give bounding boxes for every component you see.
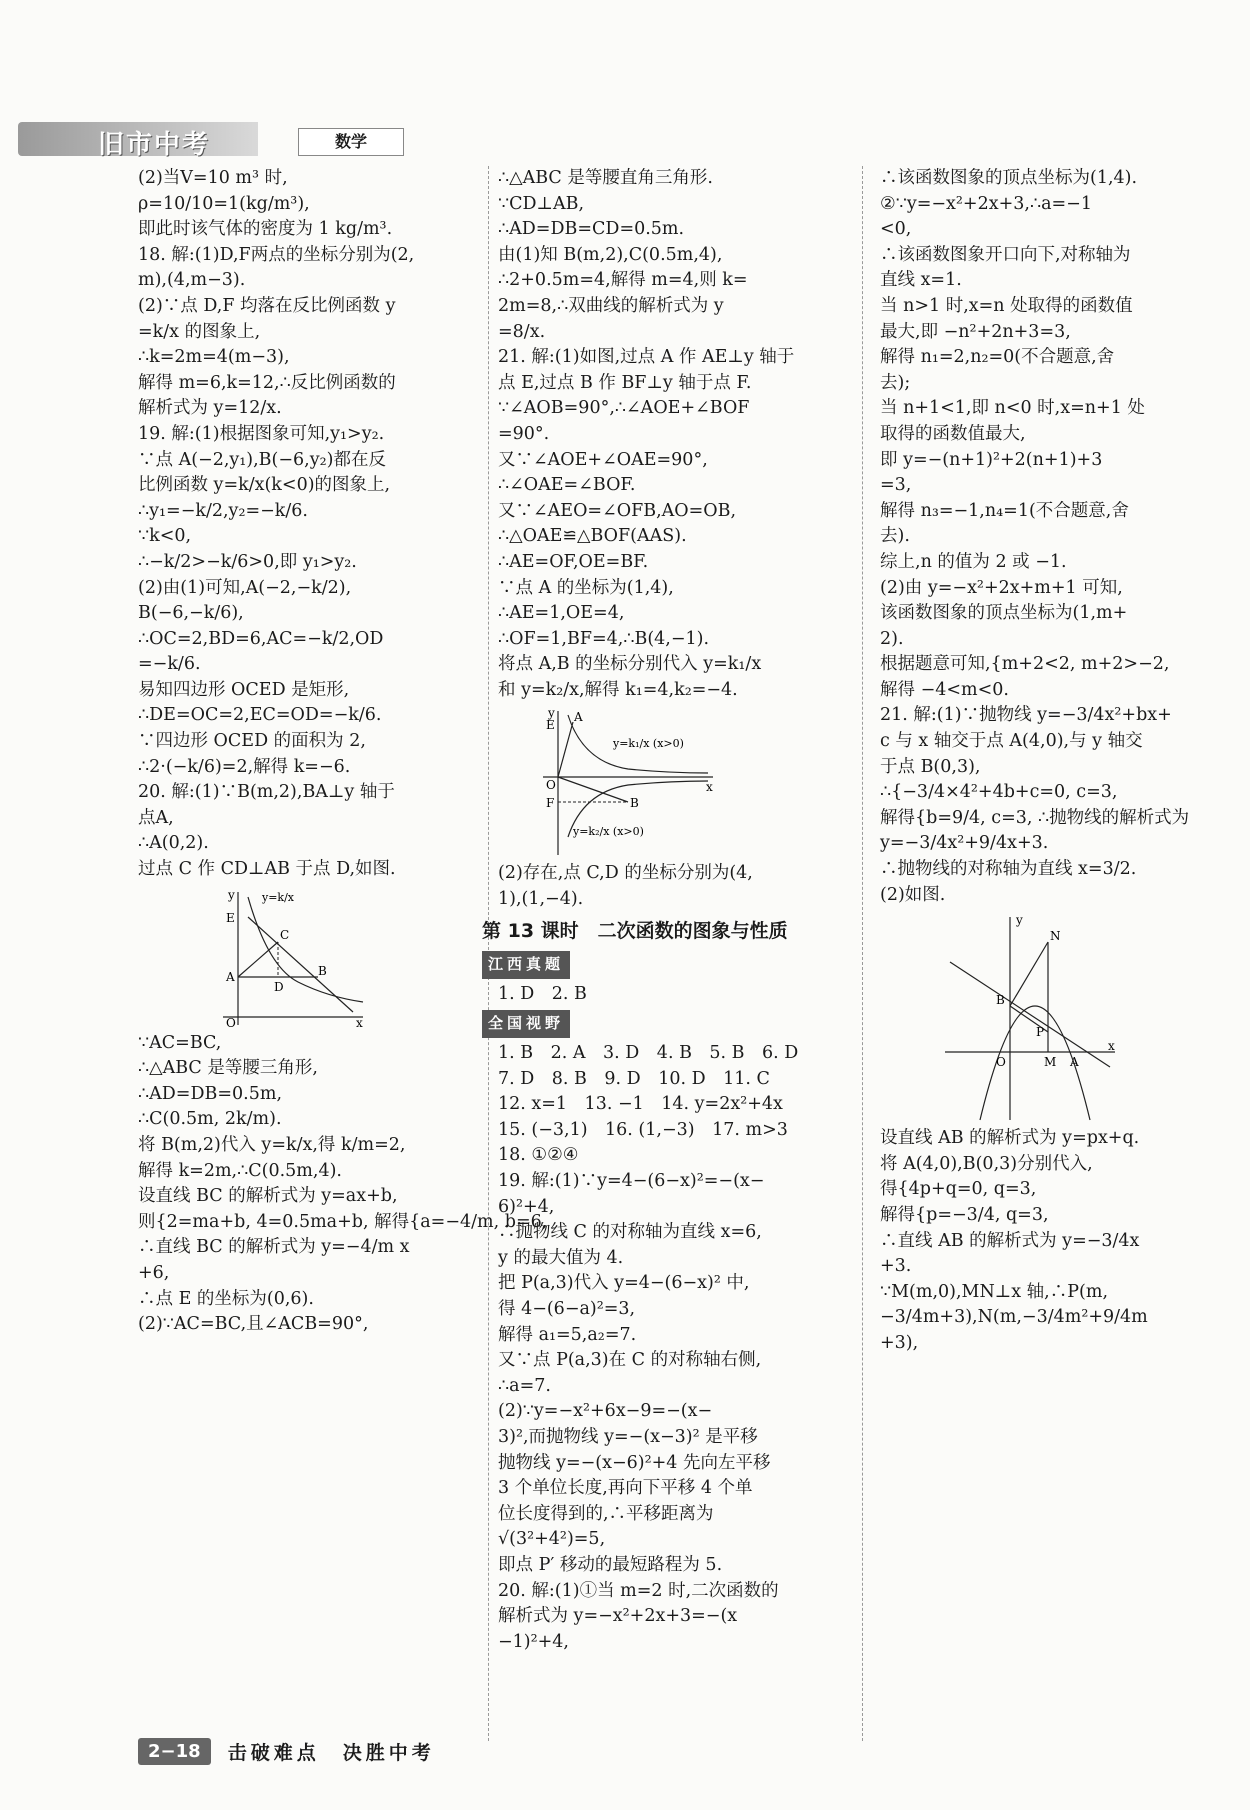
text-line: 又∵∠AOE+∠OAE=90°, (498, 449, 708, 470)
text-line: 于点 B(0,3), (880, 756, 981, 777)
text-line: 将 B(m,2)代入 y=k/x,得 k/m=2, (138, 1135, 406, 1155)
text-line: 该函数图象的顶点坐标为(1,m+ (880, 603, 1128, 624)
text-line: 抛物线 y=−(x−6)²+4 先向左平移 (498, 1452, 771, 1473)
text-line: 2m=8,∴双曲线的解析式为 y (498, 295, 724, 316)
text-line: ∴AD=DB=CD=0.5m. (498, 219, 685, 240)
axis-x-label: x (356, 1015, 363, 1027)
origin-label: O (546, 778, 556, 793)
text-line: 将点 A,B 的坐标分别代入 y=k₁/x (498, 654, 762, 675)
text-line: ∴A(0,2). (138, 833, 209, 854)
text-line: 去); (880, 372, 911, 393)
text-line: =8/x. (498, 321, 546, 342)
text-line: 解得 a₁=5,a₂=7. (498, 1324, 637, 1345)
text-line: 即 y=−(n+1)²+2(n+1)+3 (880, 449, 1103, 470)
text-line: ∴y₁=−k/2,y₂=−k/6. (138, 500, 308, 521)
text-line: 得{4p+q=0, q=3, (880, 1179, 1037, 1200)
text-line: (2)存在,点 C,D 的坐标分别为(4, (498, 863, 753, 884)
text-line: +6, (138, 1262, 170, 1283)
text-line: 直线 x=1. (880, 270, 962, 291)
text-line: ∴△ABC 是等腰直角三角形. (498, 168, 713, 188)
text-line: ρ=10/10=1(kg/m³), (138, 193, 310, 214)
text-line: (2)∵点 D,F 均落在反比例函数 y (138, 295, 396, 316)
brand-logo: 旧市中考 (98, 130, 211, 160)
figure-q20 (198, 887, 368, 1027)
tag-jiangxi: 江西真题 (482, 951, 570, 979)
text-line: 2). (880, 628, 904, 649)
text-line: 当 n+1<1,即 n<0 时,x=n+1 处 (880, 398, 1145, 419)
origin-label: O (996, 1055, 1006, 1070)
text-line: 解析式为 y=−x²+2x+3=−(x (498, 1606, 738, 1627)
text-line: ∴2·(−k/6)=2,解得 k=−6. (138, 756, 351, 777)
text-line: ∴k=2m=4(m−3), (138, 347, 290, 368)
text-line: 12. x=1 13. −1 14. y=2x²+4x (498, 1094, 783, 1115)
text-line: ②∵y=−x²+2x+3,∴a=−1 (880, 193, 1092, 214)
text-line: 又∵∠AEO=∠OFB,AO=OB, (498, 500, 737, 521)
column-2 (482, 166, 838, 1655)
subject-label: 数学 (298, 128, 404, 156)
figure-q21 (538, 707, 718, 857)
text-line: ∴△ABC 是等腰三角形, (138, 1058, 318, 1079)
text-line: 综上,n 的值为 2 或 −1. (880, 551, 1067, 572)
curve-k2-label: y=k₂/x (x>0) (573, 825, 644, 839)
text-line: 1. B 2. A 3. D 4. B 5. B 6. D (498, 1043, 799, 1064)
column-3-text (880, 166, 1220, 908)
q19-solution (498, 1169, 838, 1655)
curve-label: y=k/x (262, 890, 295, 904)
text-line: 解得 n₃=−1,n₄=1(不合题意,舍 (880, 500, 1129, 521)
text-line: 解得{b=9/4, c=3, ∴抛物线的解析式为 (880, 807, 1190, 828)
text-line: 解得 n₁=2,n₂=0(不合题意,舍 (880, 347, 1115, 368)
lesson-title: 第 13 课时 二次函数的图象与性质 (482, 919, 788, 942)
text-line: 解得{p=−3/4, q=3, (880, 1205, 1049, 1225)
point-d-label: D (274, 979, 284, 994)
text-line: 20. 解:(1)①当 m=2 时,二次函数的 (498, 1580, 779, 1601)
text-line: (2)∵y=−x²+6x−9=−(x− (498, 1401, 713, 1422)
text-line: ∵∠AOB=90°,∴∠AOE+∠BOF (498, 398, 750, 419)
text-line: 根据题意可知,{m+2<2, m+2>−2, (880, 654, 1170, 675)
text-line: =3, (880, 475, 912, 496)
text-line: ∴AE=1,OE=4, (498, 603, 625, 624)
text-line: 6)²+4, (498, 1196, 555, 1217)
text-line: 比例函数 y=k/x(k<0)的图象上, (138, 475, 391, 496)
text-line: (2)由 y=−x²+2x+m+1 可知, (880, 577, 1123, 598)
point-c-label: C (280, 927, 290, 942)
point-a-label: A (226, 969, 235, 984)
text-line: 和 y=k₂/x,解得 k₁=4,k₂=−4. (498, 679, 738, 700)
text-line: ∴抛物线的对称轴为直线 x=3/2. (880, 859, 1137, 880)
text-line: ∴点 E 的坐标为(0,6). (138, 1288, 314, 1309)
text-line: ∴OF=1,BF=4,∴B(4,−1). (498, 628, 710, 649)
text-line: c 与 x 轴交于点 A(4,0),与 y 轴交 (880, 731, 1143, 752)
text-line: 位长度得到的,∴平移距离为 (498, 1503, 714, 1524)
tag1-answers: 1. D 2. B (498, 983, 587, 1004)
point-p-label: P (1036, 1025, 1045, 1040)
footer-slogan: 击破难点 决胜中考 (227, 1742, 435, 1764)
column-2-text-b (498, 861, 838, 912)
text-line: 则{2=ma+b, 4=0.5ma+b, 解得{a=−4/m, b=6, (138, 1211, 548, 1232)
text-line: m),(4,m−3). (138, 270, 246, 291)
text-line: 去). (880, 526, 910, 547)
text-line: ∴∠OAE=∠BOF. (498, 475, 636, 496)
text-line: <0, (880, 219, 912, 240)
text-line: (2)如图. (880, 884, 946, 905)
text-line: 把 P(a,3)代入 y=4−(6−x)² 中, (498, 1273, 750, 1294)
text-line: 当 n>1 时,x=n 处取得的函数值 (880, 295, 1133, 316)
column-3-text-b (880, 1126, 1220, 1356)
column-2-text (498, 166, 838, 703)
text-line: 取得的函数值最大, (880, 423, 1026, 444)
text-line: ∵点 A 的坐标为(1,4), (498, 577, 674, 598)
page-number: 2−18 (138, 1738, 211, 1765)
text-line: 7. D 8. B 9. D 10. D 11. C (498, 1068, 770, 1089)
point-e-label: E (226, 910, 235, 925)
text-line: 1),(1,−4). (498, 889, 584, 910)
text-line: 18. 解:(1)D,F两点的坐标分别为(2, (138, 244, 415, 265)
point-b-label: B (318, 963, 327, 978)
text-line: 又∵点 P(a,3)在 C 的对称轴右侧, (498, 1350, 762, 1371)
text-line: 点A, (138, 807, 174, 828)
text-line: (2)当V=10 m³ 时, (138, 168, 288, 188)
column-1-text (138, 166, 473, 883)
text-line: 19. 解:(1)∵y=4−(6−x)²=−(x− (498, 1171, 765, 1191)
text-line: 3 个单位长度,再向下平移 4 个单 (498, 1478, 753, 1499)
text-line: B(−6,−k/6), (138, 603, 244, 624)
text-line: ∵k<0, (138, 526, 192, 547)
text-line: 将 A(4,0),B(0,3)分别代入, (880, 1153, 1093, 1174)
point-e-label: E (546, 718, 555, 733)
text-line: y=−3/4x²+9/4x+3. (880, 833, 1049, 854)
page-header (18, 118, 398, 160)
curve-k1-label: y=k₁/x (x>0) (613, 737, 684, 751)
text-line: 20. 解:(1)∵B(m,2),BA⊥y 轴于 (138, 782, 395, 803)
axis-y-label: y (228, 887, 235, 902)
column-3 (880, 166, 1220, 1357)
text-line: 3)²,而抛物线 y=−(x−3)² 是平移 (498, 1426, 758, 1447)
text-line: ∴该函数图象的顶点坐标为(1,4). (880, 168, 1138, 188)
point-f-label: F (546, 796, 555, 811)
text-line: +3. (880, 1256, 912, 1277)
axis-y-label: y (1016, 913, 1023, 928)
column-divider (862, 166, 863, 1741)
axis-x-label: x (706, 780, 713, 795)
page-footer (138, 1738, 435, 1772)
answer-list (498, 1041, 838, 1169)
text-line: −3/4m+3),N(m,−3/4m²+9/4m (880, 1307, 1148, 1328)
text-line: 点 E,过点 B 作 BF⊥y 轴于点 F. (498, 372, 752, 393)
text-line: 19. 解:(1)根据图象可知,y₁>y₂. (138, 423, 385, 444)
text-line: ∵AC=BC, (138, 1032, 222, 1053)
text-line: ∴AD=DB=0.5m, (138, 1083, 283, 1104)
text-line: 21. 解:(1)∵抛物线 y=−3/4x²+bx+ (880, 705, 1172, 726)
text-line: ∴该函数图象开口向下,对称轴为 (880, 244, 1131, 265)
text-line: 15. (−3,1) 16. (1,−3) 17. m>3 (498, 1119, 788, 1140)
text-line: ∵M(m,0),MN⊥x 轴,∴P(m, (880, 1281, 1109, 1302)
text-line: ∴C(0.5m, 2k/m). (138, 1109, 282, 1130)
text-line: ∵点 A(−2,y₁),B(−6,y₂)都在反 (138, 449, 386, 470)
text-line: ∴直线 BC 的解析式为 y=−4/m x (138, 1237, 410, 1258)
point-b-label: B (630, 796, 639, 811)
text-line: =90°. (498, 423, 550, 444)
text-line: (2)由(1)可知,A(−2,−k/2), (138, 577, 352, 598)
text-line: 18. ①②④ (498, 1145, 579, 1166)
text-line: √(3²+4²)=5, (498, 1529, 606, 1550)
text-line: 得 4−(6−a)²=3, (498, 1298, 636, 1319)
text-line: 最大,即 −n²+2n+3=3, (880, 321, 1071, 342)
axis-y-label: y (548, 707, 555, 721)
text-line: ∴直线 AB 的解析式为 y=−3/4x (880, 1230, 1140, 1251)
point-m-label: M (1044, 1055, 1057, 1070)
text-line: ∴{−3/4×4²+4b+c=0, c=3, (880, 782, 1118, 803)
text-line: 过点 C 作 CD⊥AB 于点 D,如图. (138, 859, 396, 880)
text-line: ∴a=7. (498, 1375, 551, 1396)
text-line: ∵四边形 OCED 的面积为 2, (138, 731, 366, 752)
text-line: +3), (880, 1332, 919, 1353)
text-line: 即此时该气体的密度为 1 kg/m³. (138, 219, 393, 240)
point-a-label: A (1070, 1055, 1079, 1070)
text-line: =−k/6. (138, 654, 201, 675)
text-line: (2)∵AC=BC,且∠ACB=90°, (138, 1314, 369, 1335)
brand-banner (18, 122, 258, 160)
text-line: 易知四边形 OCED 是矩形, (138, 679, 350, 700)
point-n-label: N (1050, 929, 1061, 944)
text-line: 即点 P′ 移动的最短路程为 5. (498, 1554, 723, 1575)
text-line: 解得 m=6,k=12,∴反比例函数的 (138, 372, 396, 393)
text-line: y 的最大值为 4. (498, 1247, 624, 1268)
text-line: ∵CD⊥AB, (498, 193, 585, 214)
text-line: ∴−k/2>−k/6>0,即 y₁>y₂. (138, 551, 357, 572)
origin-label: O (226, 1015, 236, 1027)
text-line: 由(1)知 B(m,2),C(0.5m,4), (498, 244, 723, 265)
text-line: 解得 k=2m,∴C(0.5m,4). (138, 1160, 342, 1181)
text-line: ∴DE=OC=2,EC=OD=−k/6. (138, 705, 382, 726)
text-line: =k/x 的图象上, (138, 321, 261, 342)
text-line: ∴AE=OF,OE=BF. (498, 551, 649, 572)
text-line: 解得 −4<m<0. (880, 679, 1009, 700)
text-line: 设直线 BC 的解析式为 y=ax+b, (138, 1186, 398, 1207)
point-a-label: A (574, 710, 583, 725)
text-line: ∴抛物线 C 的对称轴为直线 x=6, (498, 1222, 762, 1243)
text-line: 21. 解:(1)如图,过点 A 作 AE⊥y 轴于 (498, 347, 795, 368)
tag-national: 全国视野 (482, 1010, 570, 1038)
text-line: ∴△OAE≌△BOF(AAS). (498, 526, 687, 547)
figure-q21-parabola (940, 912, 1120, 1122)
axis-x-label: x (1108, 1039, 1115, 1054)
text-line: 设直线 AB 的解析式为 y=px+q. (880, 1128, 1140, 1149)
text-line: 解析式为 y=12/x. (138, 398, 282, 419)
text-line: −1)²+4, (498, 1631, 569, 1652)
text-line: ∴2+0.5m=4,解得 m=4,则 k= (498, 270, 748, 291)
point-b-label: B (996, 993, 1005, 1008)
text-line: ∴OC=2,BD=6,AC=−k/2,OD (138, 628, 384, 649)
